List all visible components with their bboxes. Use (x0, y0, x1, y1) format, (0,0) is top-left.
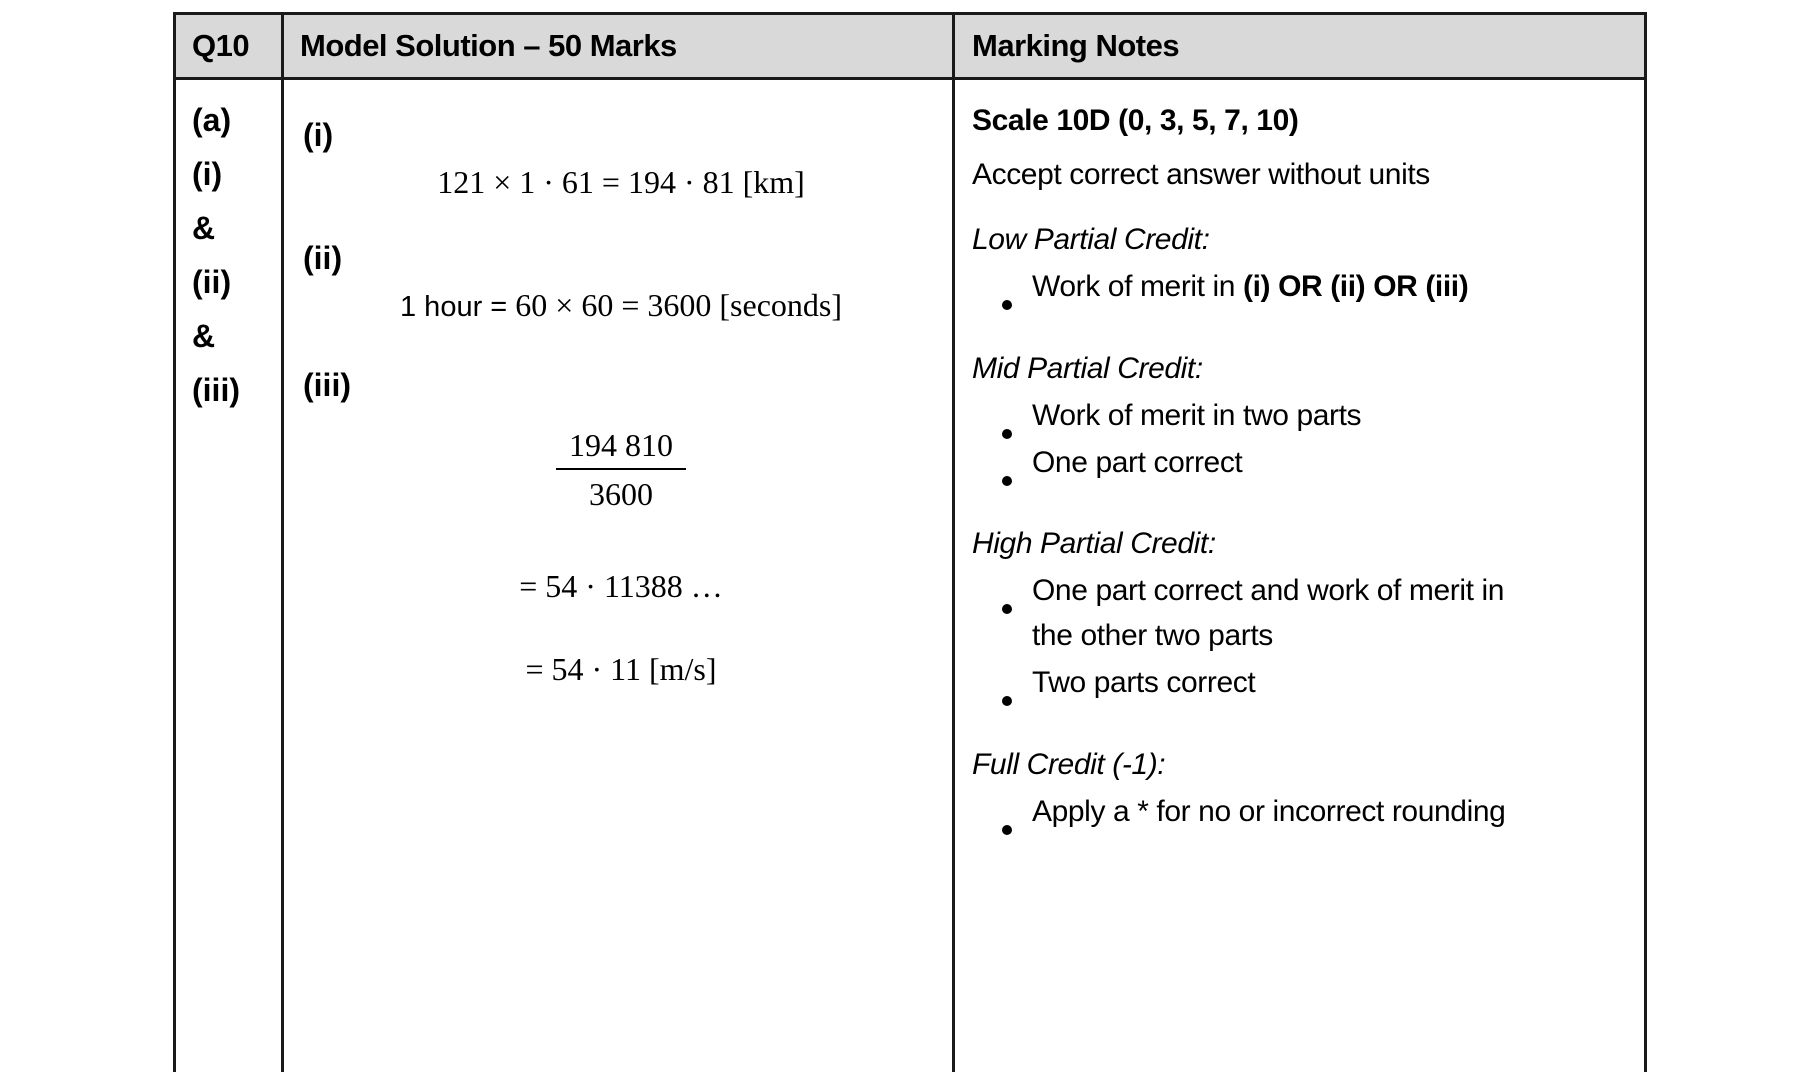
accept-note: Accept correct answer without units (972, 158, 1430, 191)
full-credit-bullet: Apply a * for no or incorrect rounding (1032, 795, 1506, 828)
question-part-label: & (192, 210, 216, 246)
mid-partial-bullet: Work of merit in two parts (1032, 399, 1362, 432)
solution-part-iii-label: (iii) (303, 367, 351, 403)
solution-step-1: = 54 · 11388 … (519, 568, 723, 604)
bullet-icon (1002, 696, 1012, 706)
model-solution (287, 80, 955, 1080)
high-partial-bullet: Two parts correct (1032, 666, 1256, 699)
bullet-icon (1002, 825, 1012, 835)
scale-label: Scale 10D (0, 3, 5, 7, 10) (972, 104, 1299, 137)
full-credit-title: Full Credit (-1): (972, 748, 1166, 781)
fraction (287, 427, 955, 513)
low-partial-bullet (1032, 270, 1468, 304)
question-parts (192, 93, 240, 417)
low-partial-title: Low Partial Credit: (972, 223, 1210, 256)
header-question: Q10 (192, 28, 250, 63)
bullet-bold-text: (i) OR (ii) OR (iii) (1243, 270, 1469, 303)
high-partial-bullet: One part correct and work of merit in (1032, 574, 1505, 607)
question-part-label: (i) (192, 156, 223, 192)
high-partial-title: High Partial Credit: (972, 527, 1216, 560)
fraction-bar (556, 468, 686, 470)
question-part-label: (a) (192, 102, 232, 138)
mid-partial-title: Mid Partial Credit: (972, 352, 1203, 385)
question-part-label: (iii) (192, 372, 240, 408)
solution-part-ii-math (287, 287, 955, 324)
question-part-label: & (192, 318, 216, 354)
solution-part-i-math: 121 × 1 · 61 = 194 · 81 [km] (437, 164, 805, 200)
fraction-numerator: 194 810 (569, 427, 673, 463)
bullet-icon (1002, 429, 1012, 439)
question-part-label: (ii) (192, 264, 232, 300)
mid-partial-bullet: One part correct (1032, 446, 1243, 479)
column-divider (281, 15, 284, 1072)
solution-step-2: = 54 · 11 [m/s] (525, 651, 717, 687)
solution-part-i-label: (i) (303, 117, 334, 153)
header-marking-notes: Marking Notes (972, 28, 1180, 63)
high-partial-bullet-continued: the other two parts (1032, 619, 1273, 652)
solution-part-ii-label: (ii) (303, 240, 343, 276)
bullet-icon (1002, 476, 1012, 486)
hour-prefix: 1 hour = (400, 291, 516, 323)
bullet-text: Work of merit in (1032, 270, 1244, 303)
bullet-icon (1002, 604, 1012, 614)
fraction-denominator: 3600 (589, 476, 653, 512)
marking-scheme-table (173, 12, 1647, 1072)
hour-expression: 60 × 60 = 3600 [seconds] (515, 287, 842, 323)
header-model-solution: Model Solution – 50 Marks (300, 28, 677, 63)
bullet-icon (1002, 300, 1012, 310)
